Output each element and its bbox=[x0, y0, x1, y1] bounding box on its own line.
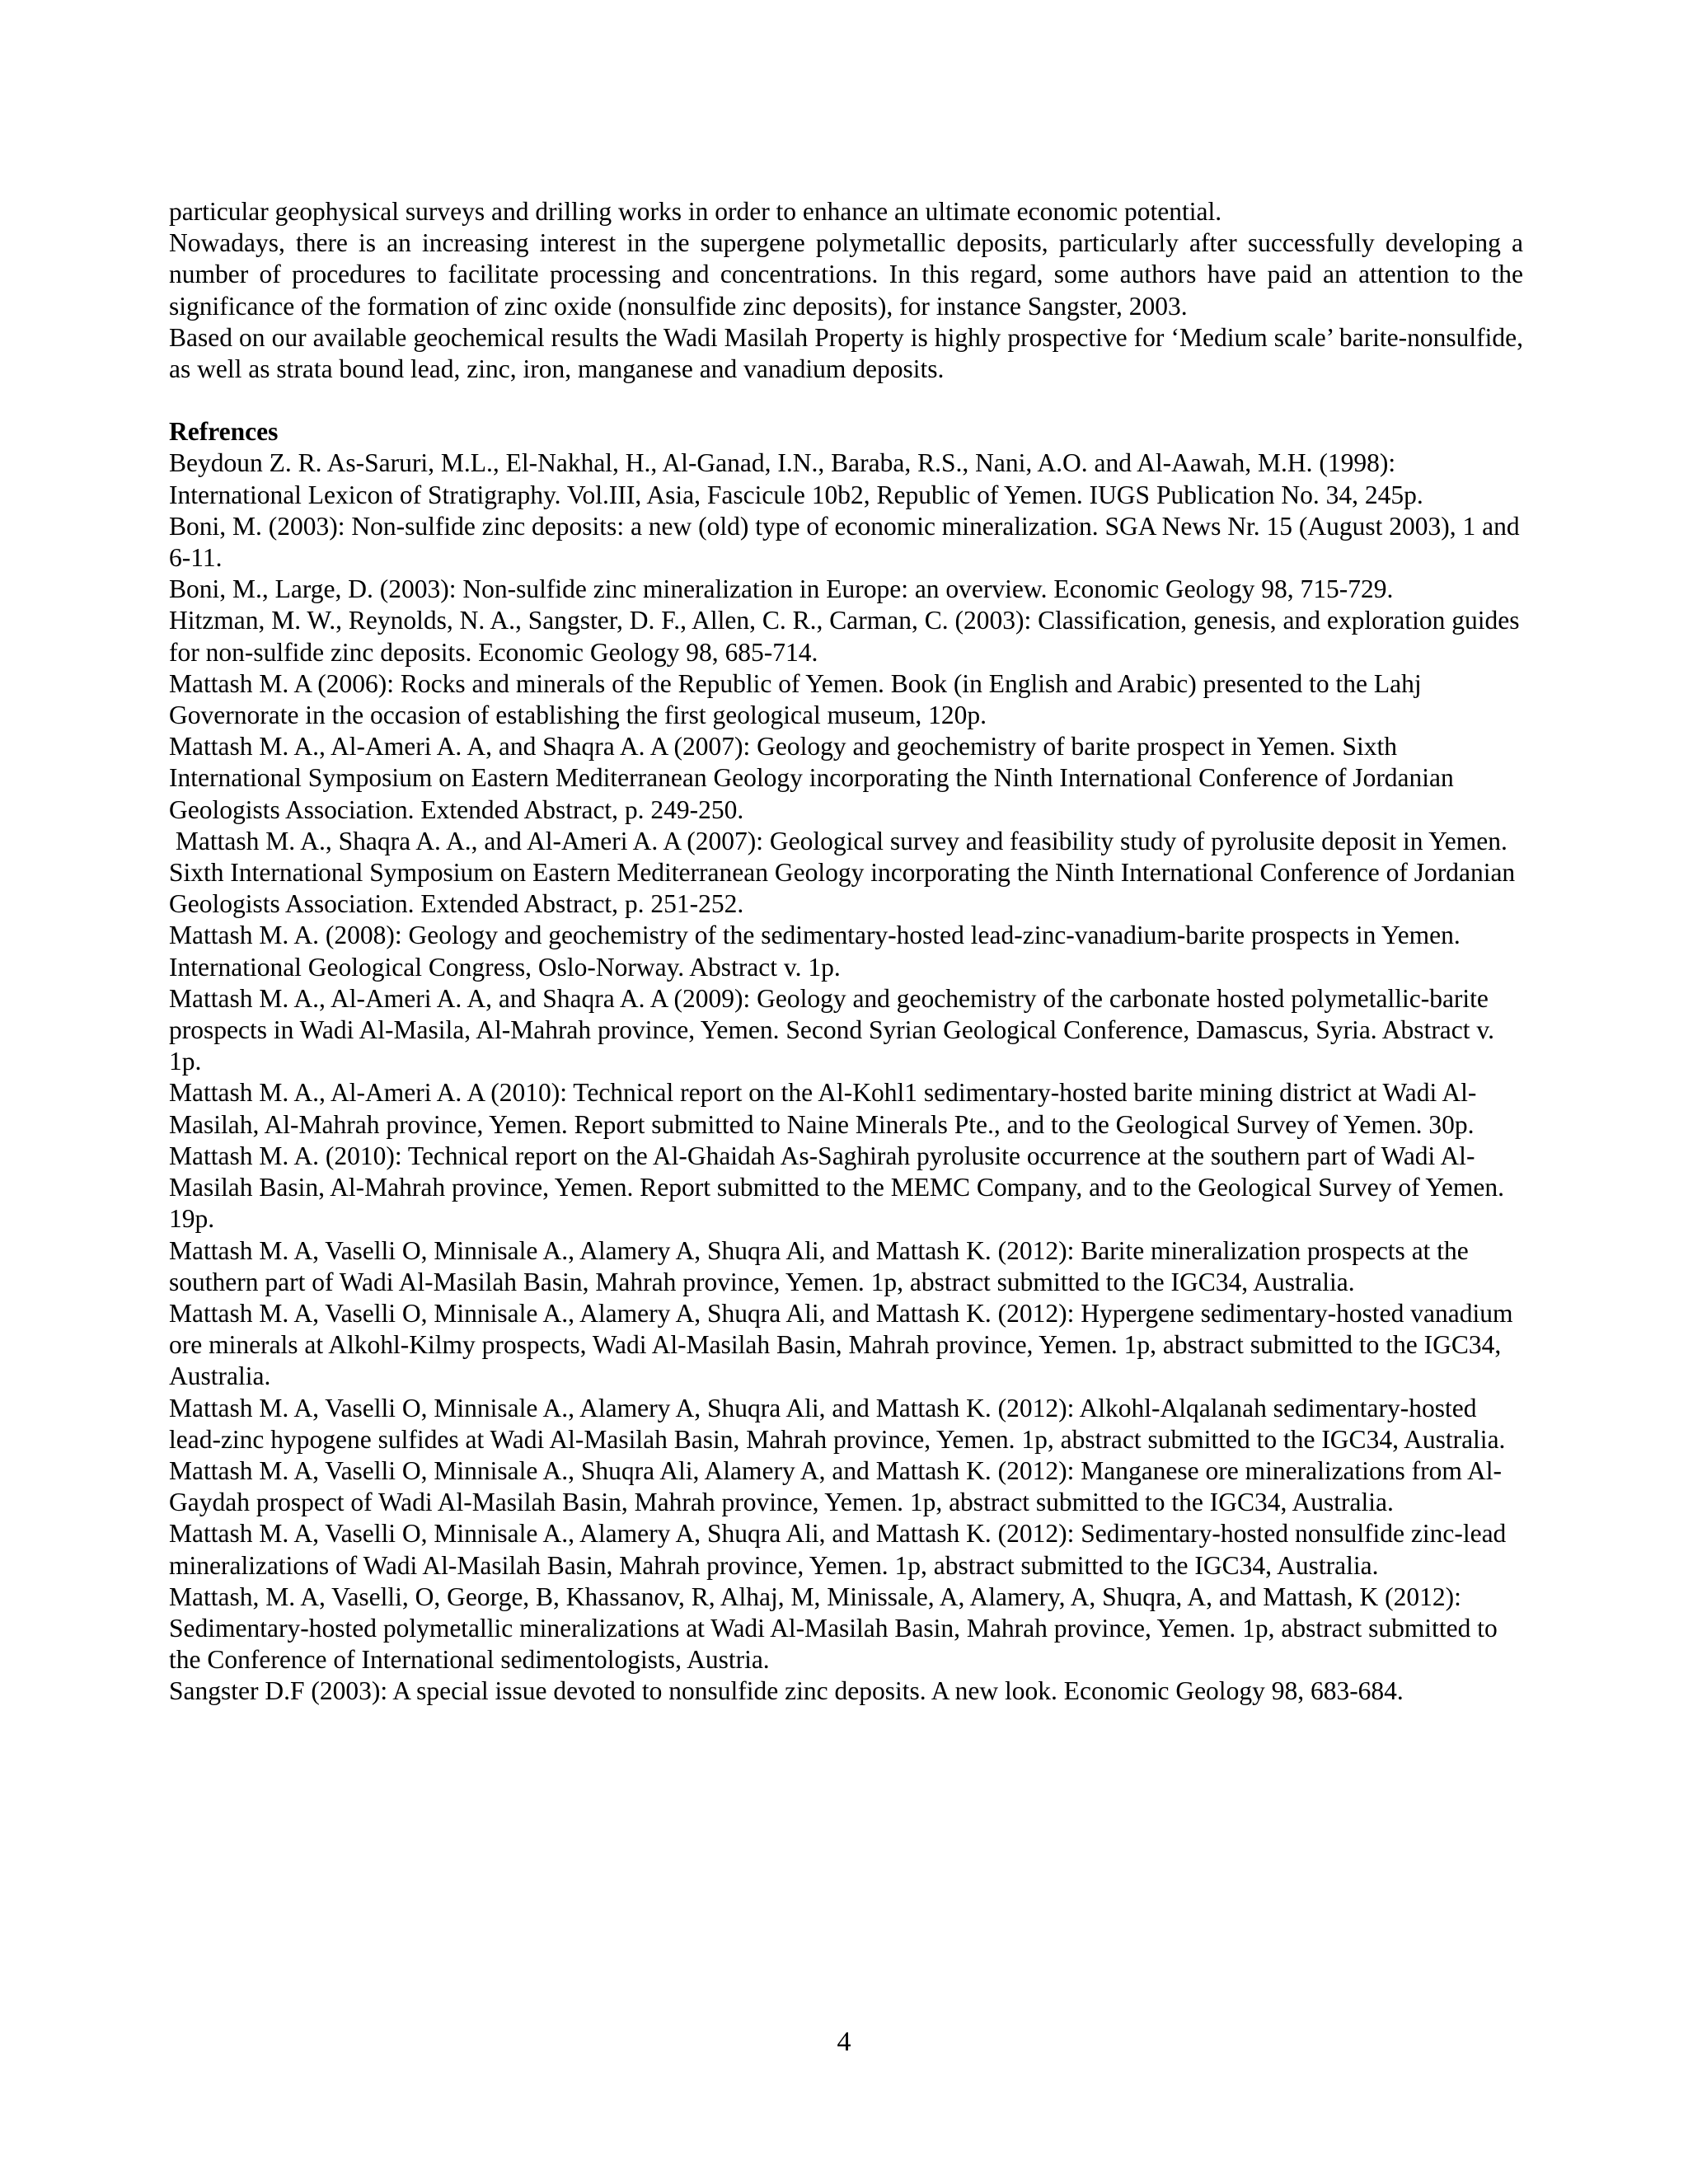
reference-list bbox=[169, 448, 1523, 1707]
reference-item: Mattash M. A., Al-Ameri A. A, and Shaqra A. A (2009): Geology and geochemistry of the carbonate hosted polymetallic-barite prospects in Wadi Al-Masila, Al-Mahrah province, Yemen. Second Syrian Geological Conference, Damascus, Syria. Abstract v. 1p. bbox=[169, 983, 1494, 1076]
body-paragraph: Nowadays, there is an increasing interest in the supergene polymetallic deposits, particularly after successfully developing a number of procedures to facilitate processing and concentrations. In this regard, some authors have paid an attention to the significance of the formation of zinc oxide (nonsulfide zinc deposits), for instance Sangster, 2003. bbox=[169, 228, 1523, 321]
reference-item: Mattash M. A (2006): Rocks and minerals of the Republic of Yemen. Book (in English and Arabic) presented to the Lahj Governorate in the occasion of establishing the first geological museum, 120p. bbox=[169, 668, 1422, 730]
reference-item: Mattash M. A, Vaselli O, Minnisale A., Alamery A, Shuqra Ali, and Mattash K. (2012): Hypergene sedimentary-hosted vanadium ore minerals at Alkohl-Kilmy prospects, Wadi Al-Masilah Basin, Mahrah province, Yemen. 1p, abstract submitted to the IGC34, Australia. bbox=[169, 1298, 1513, 1391]
reference-item: Mattash M. A, Vaselli O, Minnisale A., Shuqra Ali, Alamery A, and Mattash K. (2012): Manganese ore mineralizations from Al-Gaydah prospect of Wadi Al-Masilah Basin, Mahrah province, Yemen. 1p, abstract submitted to the IGC34, Australia. bbox=[169, 1455, 1503, 1517]
page-number: 4 bbox=[837, 2027, 851, 2057]
body-paragraph: particular geophysical surveys and drilling works in order to enhance an ultimate economic potential. bbox=[169, 197, 1222, 226]
reference-item: Mattash M. A, Vaselli O, Minnisale A., Alamery A, Shuqra Ali, and Mattash K. (2012): Alkohl-Alqalanah sedimentary-hosted lead-zinc hypogene sulfides at Wadi Al-Masilah Basin, Mahrah province, Yemen. 1p, abstract submitted to the IGC34, Australia. bbox=[169, 1393, 1506, 1454]
reference-item: Mattash M. A. (2010): Technical report on the Al-Ghaidah As-Saghirah pyrolusite occurrence at the southern part of Wadi Al-Masilah Basin, Al-Mahrah province, Yemen. Report submitted to the MEMC Company, and to the Geological Survey of Yemen. 19p. bbox=[169, 1141, 1505, 1234]
section-spacer bbox=[169, 385, 1523, 416]
reference-item: Boni, M. (2003): Non-sulfide zinc deposits: a new (old) type of economic mineralization. SGA News Nr. 15 (August 2003), 1 and 6-11. bbox=[169, 511, 1520, 573]
reference-item: Boni, M., Large, D. (2003): Non-sulfide zinc mineralization in Europe: an overview. Economic Geology 98, 715-729. bbox=[169, 574, 1394, 604]
reference-item: Hitzman, M. W., Reynolds, N. A., Sangster, D. F., Allen, C. R., Carman, C. (2003): Classification, genesis, and exploration guides for non-sulfide zinc deposits. Economic Geology 98, 685-714. bbox=[169, 606, 1520, 667]
reference-item: Beydoun Z. R. As-Saruri, M.L., El-Nakhal, H., Al-Ganad, I.N., Baraba, R.S., Nani, A.O. and Al-Aawah, M.H. (1998): International Lexicon of Stratigraphy. Vol.III, Asia, Fascicule 10b2, Republic of Yemen. IUGS Publication No. 34, 245p. bbox=[169, 448, 1423, 509]
body-paragraph: Based on our available geochemical results the Wadi Masilah Property is highly prospective for ‘Medium scale’ barite-nonsulfide, as well as strata bound lead, zinc, iron, manganese and vanadium deposits. bbox=[169, 322, 1523, 384]
references-heading: Refrences bbox=[169, 417, 279, 447]
reference-item: Sangster D.F (2003): A special issue devoted to nonsulfide zinc deposits. A new look. Economic Geology 98, 683-684. bbox=[169, 1676, 1404, 1706]
reference-item: Mattash, M. A, Vaselli, O, George, B, Khassanov, R, Alhaj, M, Minissale, A, Alamery, A, Shuqra, A, and Mattash, K (2012): Sedimentary-hosted polymetallic mineralizations at Wadi Al-Masilah Basin, Mahrah province, Yemen. 1p, abstract submitted to the Conference of International sedimentologists, Austria. bbox=[169, 1582, 1498, 1675]
page-content bbox=[169, 196, 1523, 1708]
reference-item: Mattash M. A, Vaselli O, Minnisale A., Alamery A, Shuqra Ali, and Mattash K. (2012): Sedimentary-hosted nonsulfide zinc-lead mineralizations of Wadi Al-Masilah Basin, Mahrah province, Yemen. 1p, abstract submitted to the IGC34, Australia. bbox=[169, 1519, 1507, 1580]
reference-item: Mattash M. A, Vaselli O, Minnisale A., Alamery A, Shuqra Ali, and Mattash K. (2012): Barite mineralization prospects at the southern part of Wadi Al-Masilah Basin, Mahrah province, Yemen. 1p, abstract submitted to the IGC34, Australia. bbox=[169, 1235, 1469, 1296]
reference-item: Mattash M. A., Al-Ameri A. A (2010): Technical report on the Al-Kohl1 sedimentary-hosted barite mining district at Wadi Al-Masilah, Al-Mahrah province, Yemen. Report submitted to Naine Minerals Pte., and to the Geological Survey of Yemen. 30p. bbox=[169, 1078, 1477, 1139]
reference-item: Mattash M. A., Shaqra A. A., and Al-Ameri A. A (2007): Geological survey and feasibility study of pyrolusite deposit in Yemen. Sixth International Symposium on Eastern Mediterranean Geology incorporating the Ninth International Conference of Jordanian Geologists Association. Extended Abstract, p. 251-252. bbox=[169, 826, 1522, 919]
reference-item: Mattash M. A., Al-Ameri A. A, and Shaqra A. A (2007): Geology and geochemistry of barite prospect in Yemen. Sixth International Symposium on Eastern Mediterranean Geology incorporating the Ninth International Conference of Jordanian Geologists Association. Extended Abstract, p. 249-250. bbox=[169, 732, 1454, 824]
reference-item: Mattash M. A. (2008): Geology and geochemistry of the sedimentary-hosted lead-zinc-vanadium-barite prospects in Yemen. International Geological Congress, Oslo-Norway. Abstract v. 1p. bbox=[169, 921, 1461, 982]
